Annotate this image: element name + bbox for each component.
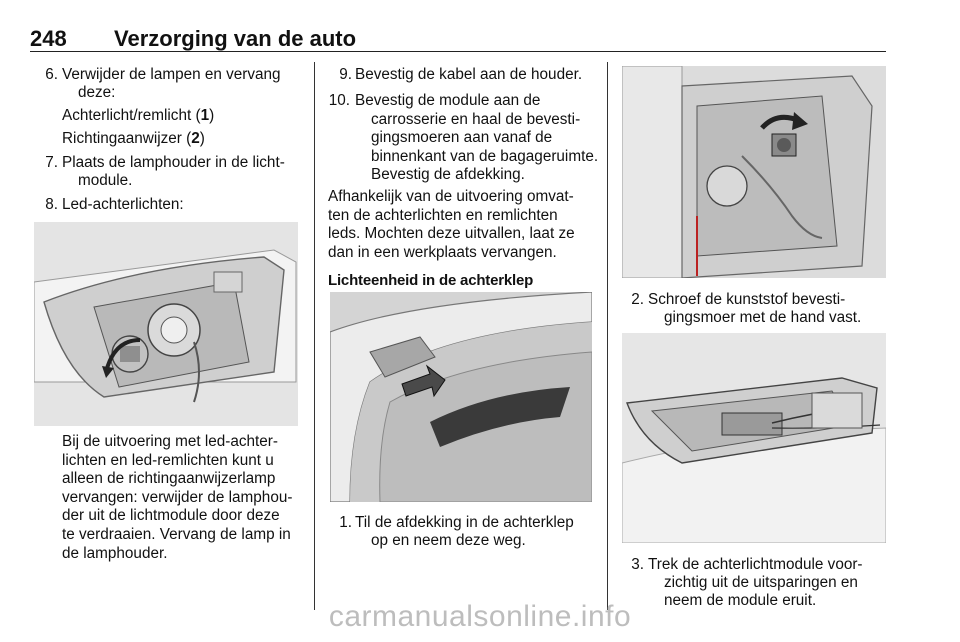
step-7-line-1: Plaats de lamphouder in de licht- xyxy=(62,154,285,171)
bulb-2-number: 2 xyxy=(191,130,200,147)
step-10-line: Bevestig de module aan de xyxy=(355,92,541,109)
led-paragraph-line: vervangen: verwijder de lamphou- xyxy=(62,488,293,506)
body-paragraph-line: dan in een werkplaats vervangen. xyxy=(328,243,557,261)
step-6-line-2: deze: xyxy=(78,84,116,101)
step-7-line-2: module. xyxy=(78,172,133,189)
header-rule xyxy=(30,51,886,52)
module-illustration xyxy=(622,333,886,543)
led-paragraph-line: te verdraaien. Vervang de lamp in xyxy=(62,525,291,543)
step-6-line-1: Verwijder de lampen en vervang xyxy=(62,66,281,83)
body-paragraph-line: ten de achterlichten en remlichten xyxy=(328,206,558,224)
figure-module-removal xyxy=(622,333,886,543)
figure-tailgate-cover xyxy=(330,292,592,502)
body-paragraph-line: Afhankelijk van de uitvoering omvat- xyxy=(328,188,574,205)
step-10-line: Bevestig de afdekking. xyxy=(371,166,525,184)
tailgate-illustration xyxy=(330,292,592,502)
taillight-illustration xyxy=(34,222,298,426)
bulb-1-number: 1 xyxy=(200,107,210,124)
step-8-line-1: Led-achterlichten: xyxy=(62,196,184,213)
step-1-line-2: op en neem deze weg. xyxy=(371,532,526,549)
step-7-number: 7. xyxy=(45,154,58,171)
bulb-1-label: Achterlicht/remlicht (1) xyxy=(62,107,215,124)
led-paragraph-line: alleen de richtingaanwijzerlamp xyxy=(62,470,276,488)
step-2-line-1: Schroef de kunststof bevesti- xyxy=(648,291,846,308)
column-divider-1 xyxy=(314,62,315,610)
watermark: carmanualsonline.info xyxy=(328,600,632,633)
led-paragraph xyxy=(62,433,292,563)
led-paragraph-line: de lamphouder. xyxy=(62,544,168,562)
step-2-number: 2. xyxy=(631,291,644,308)
step-9-line-1: Bevestig de kabel aan de houder. xyxy=(355,66,583,83)
step-3-line-1: Trek de achterlichtmodule voor- xyxy=(648,556,863,573)
step-9-number: 9. xyxy=(339,66,352,83)
step-3-number: 3. xyxy=(631,556,644,573)
page-number: 248 xyxy=(30,26,67,51)
step-8-number: 8. xyxy=(45,196,58,213)
step-10-line: carrosserie en haal de bevesti- xyxy=(371,110,581,128)
body-paragraph xyxy=(328,188,575,262)
step-10-text xyxy=(355,92,598,185)
step-3-line-2: zichtig uit de uitsparingen en xyxy=(664,574,858,591)
bulb-2-label: Richtingaanwijzer (2) xyxy=(62,130,205,147)
page-title: Verzorging van de auto xyxy=(114,26,357,51)
step-10-line: gingsmoeren aan vanaf de xyxy=(371,129,553,147)
step-10-number: 10. xyxy=(328,92,350,109)
led-paragraph-line: lichten en led-remlichten kunt u xyxy=(62,451,274,469)
nut-illustration xyxy=(622,66,886,278)
section-heading: Lichteenheid in de achterklep xyxy=(328,272,534,289)
figure-fastening-nut xyxy=(622,66,886,278)
body-paragraph-line: leds. Mochten deze uitvallen, laat ze xyxy=(328,225,575,243)
step-1-line-1: Til de afdekking in de achterklep xyxy=(355,514,574,531)
step-1-number: 1. xyxy=(339,514,352,531)
step-3-line-3: neem de module eruit. xyxy=(664,592,817,609)
led-paragraph-line: Bij de uitvoering met led-achter- xyxy=(62,433,278,450)
column-divider-2 xyxy=(607,62,608,610)
step-2-line-2: gingsmoer met de hand vast. xyxy=(664,309,862,326)
led-paragraph-line: der uit de lichtmodule door deze xyxy=(62,507,280,525)
step-10-line: binnenkant van de bagageruimte. xyxy=(371,147,599,165)
figure-led-taillight xyxy=(34,222,298,426)
step-6-number: 6. xyxy=(45,66,58,83)
